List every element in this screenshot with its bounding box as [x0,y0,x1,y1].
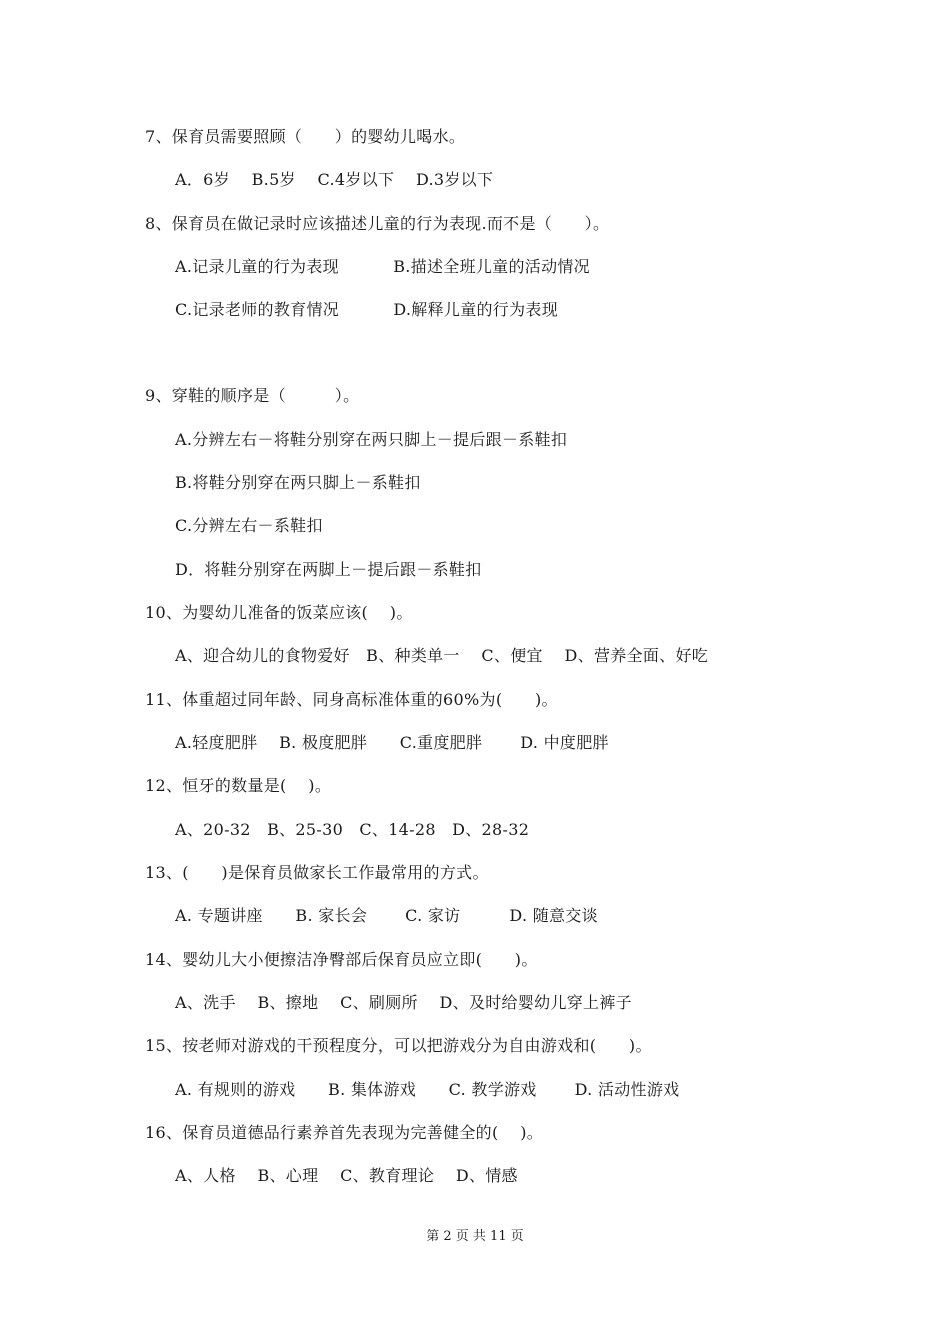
options-16: A、人格 B、心理 C、教育理论 D、情感 [175,1166,518,1185]
options-15: A. 有规则的游戏 B. 集体游戏 C. 教学游戏 D. 活动性游戏 [175,1080,680,1099]
options-14: A、洗手 B、擦地 C、刷厕所 D、及时给婴幼儿穿上裤子 [175,993,632,1012]
question-12: 12、恒牙的数量是( )。 [145,776,332,795]
question-10: 10、为婴幼儿准备的饭菜应该( )。 [145,603,413,622]
options-10: A、迎合幼儿的食物爱好 B、种类单一 C、便宜 D、营养全面、好吃 [175,646,709,665]
option-9-d: D．将鞋分别穿在两脚上－提后跟－系鞋扣 [175,560,482,579]
question-16: 16、保育员道德品行素养首先表现为完善健全的( )。 [145,1123,544,1142]
option-9-a: A.分辨左右－将鞋分别穿在两只脚上－提后跟－系鞋扣 [175,430,568,449]
options-13: A. 专题讲座 B. 家长会 C. 家访 D. 随意交谈 [175,906,598,925]
question-14: 14、婴幼儿大小便擦洁净臀部后保育员应立即( )。 [145,950,538,969]
question-15: 15、按老师对游戏的干预程度分，可以把游戏分为自由游戏和( )。 [145,1036,652,1055]
question-13: 13、( )是保育员做家长工作最常用的方式。 [145,863,489,882]
question-7: 7、保育员需要照顾（ ）的婴幼儿喝水。 [145,127,466,146]
option-9-c: C.分辨左右－系鞋扣 [175,516,323,535]
question-8: 8、保育员在做记录时应该描述儿童的行为表现.而不是（ ）。 [145,214,610,233]
option-9-b: B.将鞋分别穿在两只脚上－系鞋扣 [175,473,421,492]
question-11: 11、体重超过同年龄、同身高标准体重的60%为( )。 [145,690,558,709]
page-footer: 第 2 页 共 11 页 [426,1229,524,1244]
options-8-row1: A.记录儿童的行为表现 B.描述全班儿童的活动情况 [175,257,590,276]
options-7: A．6岁 B.5岁 C.4岁以下 D.3岁以下 [175,170,494,189]
options-12: A、20-32 B、25-30 C、14-28 D、28-32 [175,820,530,839]
options-8-row2: C.记录老师的教育情况 D.解释儿童的行为表现 [175,300,558,319]
options-11: A.轻度肥胖 B. 极度肥胖 C.重度肥胖 D. 中度肥胖 [175,733,609,752]
question-9: 9、穿鞋的顺序是（ ）。 [145,386,360,405]
